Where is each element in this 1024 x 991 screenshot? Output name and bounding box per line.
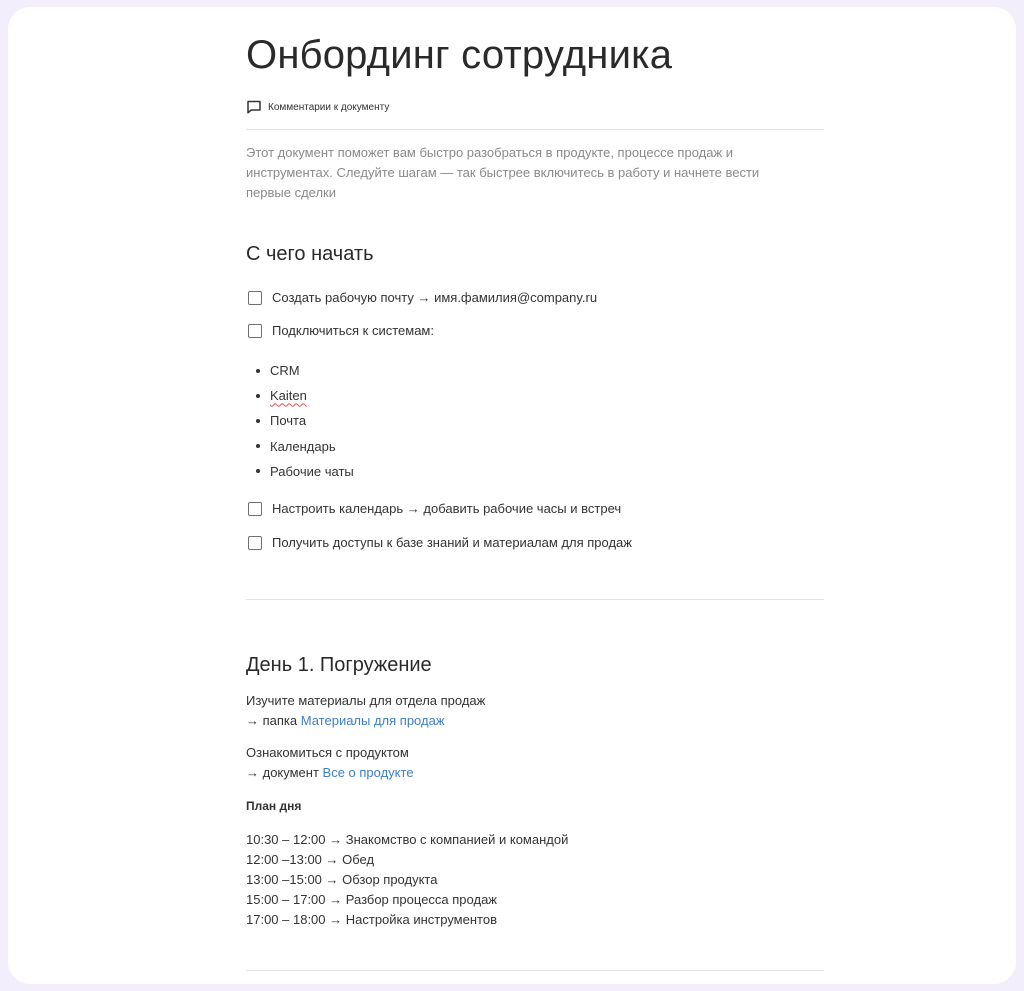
materials-paragraph: Изучите материалы для отдела продаж → папка Материалы для продаж (246, 693, 486, 728)
product-link[interactable]: Все о продукте (322, 765, 414, 780)
task-label: Подключиться к системам: (272, 323, 434, 338)
task-item[interactable] (248, 290, 597, 305)
task-label: Создать рабочую почту → имя.фамилия@company.ru (272, 290, 598, 305)
schedule-item: 17:00 – 18:00 → Настройка инструментов (246, 912, 497, 927)
divider (246, 599, 824, 600)
schedule-item: 12:00 –13:00 → Обед (246, 852, 375, 867)
comments-label: Комментарии к документу (268, 101, 390, 113)
comment-icon (246, 99, 262, 115)
schedule-item: 10:30 – 12:00 → Знакомство с компанией и командой (246, 832, 569, 847)
product-paragraph: Ознакомиться с продуктом → документ Все о продукте (246, 745, 414, 780)
systems-list-item: Kaiten (270, 383, 354, 408)
task-checkbox[interactable] (248, 291, 262, 305)
intro-text: Этот документ поможет вам быстро разобраться в продукте, процессе продаж и инструментах. Следуйте шагам — так быстрее включитесь в работу и начнете вести первые сделки (246, 145, 760, 200)
task-checkbox[interactable] (248, 502, 262, 516)
document-title: Онбординг сотрудника (246, 33, 673, 77)
task-label: Получить доступы к базе знаний и материалам для продаж (272, 535, 632, 550)
systems-list-item: Рабочие чаты (270, 459, 354, 484)
divider (246, 129, 824, 130)
task-item[interactable] (248, 323, 434, 338)
systems-list-item: Календарь (270, 434, 354, 459)
schedule-item: 15:00 – 17:00 → Разбор процесса продаж (246, 892, 497, 907)
document-frame (8, 7, 1016, 984)
plan-label: План дня (246, 799, 302, 813)
task-checkbox[interactable] (248, 536, 262, 550)
divider (246, 970, 824, 971)
systems-list (270, 358, 354, 484)
systems-list-item: Почта (270, 408, 354, 433)
materials-link[interactable]: Материалы для продаж (300, 713, 445, 728)
task-checkbox[interactable] (248, 324, 262, 338)
section-heading-start: С чего начать (246, 243, 374, 265)
section-heading-day1: День 1. Погружение (246, 654, 432, 676)
schedule-item: 13:00 –15:00 → Обзор продукта (246, 872, 438, 887)
task-item[interactable] (248, 501, 621, 516)
day-schedule (246, 830, 568, 930)
task-label: Настроить календарь → добавить рабочие часы и встреч (272, 501, 622, 516)
task-item[interactable] (248, 535, 632, 550)
comments-button[interactable] (246, 99, 389, 115)
systems-list-item: CRM (270, 358, 354, 383)
